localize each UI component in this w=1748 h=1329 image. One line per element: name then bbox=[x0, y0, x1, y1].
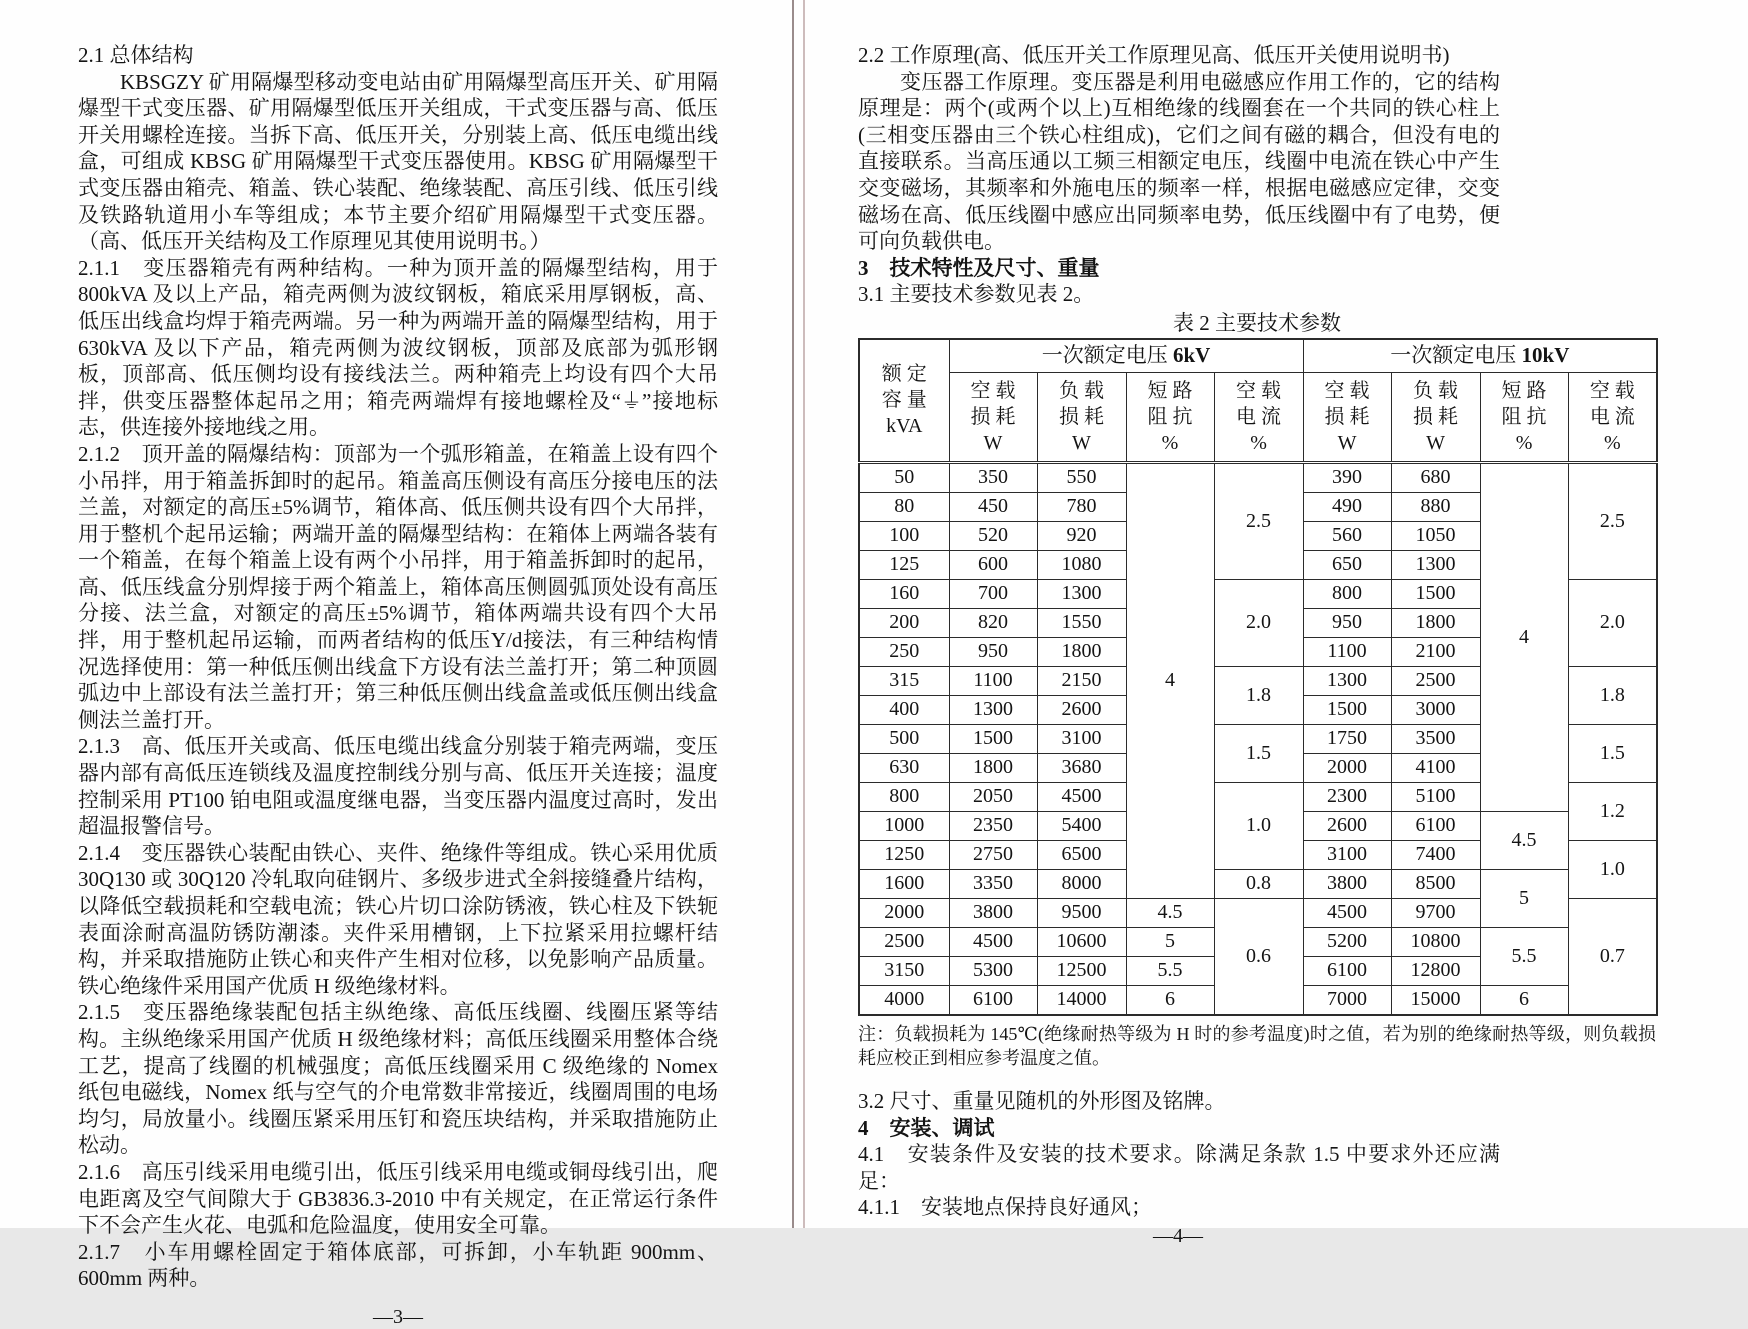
cell-10kv-load-loss: 4100 bbox=[1391, 753, 1480, 782]
cell-6kv-no-load-loss: 6100 bbox=[949, 985, 1037, 1015]
cell-6kv-no-load-loss: 2750 bbox=[949, 840, 1037, 869]
parameters-table-body bbox=[859, 339, 1657, 1015]
cell-6kv-impedance: 5.5 bbox=[1126, 956, 1214, 985]
cell-10kv-no-load-current: 2.0 bbox=[1568, 579, 1657, 666]
cell-6kv-no-load-loss: 3350 bbox=[949, 869, 1037, 898]
cell-10kv-impedance: 5.5 bbox=[1480, 927, 1568, 985]
section-heading-2-1: 2.1 总体结构 bbox=[78, 43, 194, 67]
cell-kva: 125 bbox=[859, 550, 949, 579]
cell-6kv-load-loss: 1800 bbox=[1037, 637, 1126, 666]
cell-kva: 250 bbox=[859, 637, 949, 666]
header-sub-6kV-3: 空 载 电 流 % bbox=[1214, 372, 1303, 462]
header-rated-capacity: 额 定 容 量 kVA bbox=[859, 339, 949, 463]
section-heading-4: 4 安装、调试 bbox=[858, 1115, 995, 1140]
cell-10kv-load-loss: 2500 bbox=[1391, 666, 1480, 695]
cell-kva: 800 bbox=[859, 782, 949, 811]
cell-6kv-load-loss: 780 bbox=[1037, 492, 1126, 521]
page-spine-line-dark bbox=[792, 0, 794, 1228]
cell-10kv-no-load-loss: 390 bbox=[1303, 462, 1391, 492]
cell-6kv-no-load-loss: 4500 bbox=[949, 927, 1037, 956]
cell-10kv-no-load-loss: 3800 bbox=[1303, 869, 1391, 898]
cell-6kv-load-loss: 2600 bbox=[1037, 695, 1126, 724]
cell-kva: 500 bbox=[859, 724, 949, 753]
cell-6kv-no-load-current: 1.0 bbox=[1214, 782, 1303, 869]
cell-6kv-no-load-loss: 1500 bbox=[949, 724, 1037, 753]
paragraph-2-1-1: 2.1.1 变压器箱壳有两种结构。一种为顶开盖的隔爆型结构，用于 800kVA 及以上产品，箱壳两侧为波纹钢板，箱底采用厚钢板，高、低压出线盒均焊于箱壳两端。另一种为两端开盖的隔爆型结构，用于 630kVA 及以下产品，箱壳两侧为波纹钢板，顶部及底部为弧形钢板，顶部高、低压侧均设有接线法兰。两种箱壳上均设有四个大吊拌，供变压器整体起吊之用；箱壳两端焊有接地螺栓及“⏚”接地标志，供连接外接地线之用。 bbox=[78, 255, 718, 440]
paragraph-2-1-3: 2.1.3 高、低压开关或高、低压电缆出线盒分别装于箱壳两端，变压器内部有高低压连锁线及温度控制线分别与高、低压开关连接；温度控制采用 PT100 铂电阻或温度继电器，当变压器内温度过高时，发出超温报警信号。 bbox=[78, 734, 718, 839]
cell-10kv-no-load-loss: 3100 bbox=[1303, 840, 1391, 869]
cell-6kv-no-load-loss: 520 bbox=[949, 521, 1037, 550]
cell-kva: 4000 bbox=[859, 985, 949, 1015]
cell-6kv-no-load-loss: 1100 bbox=[949, 666, 1037, 695]
header-sub-6kV-1: 负 载 损 耗 W bbox=[1037, 372, 1126, 462]
cell-10kv-no-load-current: 1.2 bbox=[1568, 782, 1657, 840]
page-4 bbox=[858, 42, 1656, 1248]
cell-6kv-impedance: 6 bbox=[1126, 985, 1214, 1015]
header-sub-6kV-0: 空 载 损 耗 W bbox=[949, 372, 1037, 462]
cell-6kv-load-loss: 1080 bbox=[1037, 550, 1126, 579]
line-3-2: 3.2 尺寸、重量见随机的外形图及铭牌。 bbox=[858, 1088, 1226, 1113]
line-4-1-1: 4.1.1 安装地点保持良好通风； bbox=[858, 1195, 1152, 1220]
cell-10kv-load-loss: 10800 bbox=[1391, 927, 1480, 956]
cell-10kv-load-loss: 15000 bbox=[1391, 985, 1480, 1015]
cell-kva: 50 bbox=[859, 462, 949, 492]
cell-10kv-no-load-loss: 4500 bbox=[1303, 898, 1391, 927]
cell-6kv-load-loss: 12500 bbox=[1037, 956, 1126, 985]
section-heading-3: 3 技术特性及尺寸、重量 bbox=[858, 255, 1100, 280]
cell-6kv-no-load-current: 2.5 bbox=[1214, 462, 1303, 579]
cell-10kv-no-load-loss: 2000 bbox=[1303, 753, 1391, 782]
cell-kva: 1000 bbox=[859, 811, 949, 840]
cell-kva: 80 bbox=[859, 492, 949, 521]
cell-6kv-impedance: 4 bbox=[1126, 462, 1214, 898]
cell-6kv-no-load-loss: 5300 bbox=[949, 956, 1037, 985]
cell-10kv-load-loss: 12800 bbox=[1391, 956, 1480, 985]
cell-10kv-load-loss: 5100 bbox=[1391, 782, 1480, 811]
cell-10kv-no-load-loss: 560 bbox=[1303, 521, 1391, 550]
cell-6kv-no-load-loss: 3800 bbox=[949, 898, 1037, 927]
line-4-1: 4.1 安装条件及安装的技术要求。除满足条款 1.5 中要求外还应满足： bbox=[858, 1142, 1500, 1193]
cell-10kv-no-load-loss: 950 bbox=[1303, 608, 1391, 637]
cell-6kv-load-loss: 4500 bbox=[1037, 782, 1126, 811]
cell-6kv-no-load-loss: 350 bbox=[949, 462, 1037, 492]
cell-6kv-load-loss: 10600 bbox=[1037, 927, 1126, 956]
cell-kva: 400 bbox=[859, 695, 949, 724]
cell-6kv-no-load-loss: 2350 bbox=[949, 811, 1037, 840]
cell-10kv-load-loss: 8500 bbox=[1391, 869, 1480, 898]
cell-10kv-no-load-current: 1.0 bbox=[1568, 840, 1657, 898]
cell-10kv-no-load-loss: 1100 bbox=[1303, 637, 1391, 666]
cell-6kv-no-load-current: 1.5 bbox=[1214, 724, 1303, 782]
cell-kva: 315 bbox=[859, 666, 949, 695]
header-sub-10kV-2: 短 路 阻 抗 % bbox=[1480, 372, 1568, 462]
cell-10kv-no-load-loss: 1500 bbox=[1303, 695, 1391, 724]
header-sub-10kV-1: 负 载 损 耗 W bbox=[1391, 372, 1480, 462]
paragraph-2-1-7: 2.1.7 小车用螺栓固定于箱体底部，可拆卸，小车轨距 900mm、600mm 两种。 bbox=[78, 1239, 718, 1291]
table-row-1600kva bbox=[859, 869, 1657, 898]
cell-10kv-no-load-loss: 7000 bbox=[1303, 985, 1391, 1015]
cell-10kv-load-loss: 1500 bbox=[1391, 579, 1480, 608]
cell-10kv-impedance: 4.5 bbox=[1480, 811, 1568, 869]
cell-kva: 2000 bbox=[859, 898, 949, 927]
cell-10kv-load-loss: 1800 bbox=[1391, 608, 1480, 637]
cell-10kv-load-loss: 7400 bbox=[1391, 840, 1480, 869]
cell-kva: 1250 bbox=[859, 840, 949, 869]
cell-6kv-load-loss: 2150 bbox=[1037, 666, 1126, 695]
cell-6kv-impedance: 5 bbox=[1126, 927, 1214, 956]
paragraph-working-principle: 变压器工作原理。变压器是利用电磁感应作用工作的，它的结构原理是：两个(或两个以上)互相绝缘的线圈套在一个共同的铁心柱上(三相变压器由三个铁心柱组成)，它们之间有磁的耦合，但没有电的直接联系。当高压通以工频三相额定电压，线圈中电流在铁心中产生交变磁场，其频率和外施电压的频率一样，根据电磁感应定律，交变磁场在高、低压线圈中感应出同频率电势，低压线圈中有了电势，便可向负载供电。 bbox=[858, 69, 1500, 254]
header-sub-10kV-0: 空 载 损 耗 W bbox=[1303, 372, 1391, 462]
cell-10kv-no-load-current: 1.8 bbox=[1568, 666, 1657, 724]
header-sub-10kV-3: 空 载 电 流 % bbox=[1568, 372, 1657, 462]
cell-10kv-no-load-loss: 1750 bbox=[1303, 724, 1391, 753]
cell-kva: 160 bbox=[859, 579, 949, 608]
cell-6kv-no-load-loss: 450 bbox=[949, 492, 1037, 521]
header-group-6kV: 一次额定电压 6kV bbox=[949, 339, 1303, 373]
page-number-4: —4— bbox=[1153, 1224, 1203, 1247]
cell-10kv-impedance: 4 bbox=[1480, 462, 1568, 811]
cell-6kv-load-loss: 14000 bbox=[1037, 985, 1126, 1015]
cell-10kv-no-load-loss: 5200 bbox=[1303, 927, 1391, 956]
cell-6kv-no-load-current: 1.8 bbox=[1214, 666, 1303, 724]
cell-6kv-load-loss: 9500 bbox=[1037, 898, 1126, 927]
page-spine-line-light bbox=[803, 0, 805, 1228]
cell-6kv-load-loss: 920 bbox=[1037, 521, 1126, 550]
cell-6kv-no-load-loss: 600 bbox=[949, 550, 1037, 579]
cell-10kv-load-loss: 3000 bbox=[1391, 695, 1480, 724]
paragraph-2-1-2: 2.1.2 顶开盖的隔爆结构：顶部为一个弧形箱盖，在箱盖上设有四个小吊拌，用于箱盖拆卸时的起吊。箱盖高压侧设有高压分接电压的法兰盖，对额定的高压±5%调节，箱体高、低压侧共设有四个大吊拌，用于整机个起吊运输；两端开盖的隔爆型结构：在箱体上两端各装有一个箱盖，在每个箱盖上设有两个小吊拌，用于箱盖拆卸时的起吊，高、低压线盒分别焊接于两个箱盖上，箱体高压侧圆弧顶处设有高压分接、法兰盒，对额定的高压±5%调节，箱体两端共设有四个大吊拌，用于整机起吊运输，而两者结构的低压Y/d接法，有三种结构情况选择使用：第一种低压侧出线盒下方设有法兰盖打开；第二种顶圆弧边中上部设有法兰盖打开；第三种低压侧出线盒盖或低压侧出线盒侧法兰盖打开。 bbox=[78, 441, 718, 732]
cell-10kv-no-load-loss: 650 bbox=[1303, 550, 1391, 579]
cell-6kv-impedance: 4.5 bbox=[1126, 898, 1214, 927]
cell-6kv-no-load-loss: 820 bbox=[949, 608, 1037, 637]
paragraph-2-1-5: 2.1.5 变压器绝缘装配包括主纵绝缘、高低压线圈、线圈压紧等结构。主纵绝缘采用国产优质 H 级绝缘材料；高低压线圈采用整体合绕工艺，提高了线圈的机械强度；高低压线圈采用 C 级绝缘的 Nomex 纸包电磁线，Nomex 纸与空气的介电常数非常接近，线圈周围的电场均匀，局放量小。线圈压紧采用压钉和瓷压块结构，并采取措施防止松动。 bbox=[78, 1000, 718, 1158]
cell-kva: 100 bbox=[859, 521, 949, 550]
cell-6kv-no-load-loss: 950 bbox=[949, 637, 1037, 666]
header-sub-6kV-2: 短 路 阻 抗 % bbox=[1126, 372, 1214, 462]
paragraph-overview: KBSGZY 矿用隔爆型移动变电站由矿用隔爆型高压开关、矿用隔爆型干式变压器、矿用隔爆型低压开关组成，干式变压器与高、低压开关用螺栓连接。当拆下高、低压开关，分别装上高、低压电缆出线盒，可组成 KBSG 矿用隔爆型干式变压器使用。KBSG 矿用隔爆型干式变压器由箱壳、箱盖、铁心装配、绝缘装配、高压引线、低压引线及铁路轨道用小车等组成；本节主要介绍矿用隔爆型干式变压器。（高、低压开关结构及工作原理见其使用说明书。） bbox=[78, 69, 718, 254]
cell-kva: 200 bbox=[859, 608, 949, 637]
cell-kva: 2500 bbox=[859, 927, 949, 956]
line-3-1: 3.1 主要技术参数见表 2。 bbox=[858, 282, 1095, 307]
cell-6kv-load-loss: 6500 bbox=[1037, 840, 1126, 869]
cell-6kv-load-loss: 8000 bbox=[1037, 869, 1126, 898]
cell-10kv-no-load-loss: 6100 bbox=[1303, 956, 1391, 985]
cell-10kv-no-load-loss: 1300 bbox=[1303, 666, 1391, 695]
cell-10kv-no-load-current: 2.5 bbox=[1568, 462, 1657, 579]
cell-10kv-load-loss: 1300 bbox=[1391, 550, 1480, 579]
cell-10kv-impedance: 6 bbox=[1480, 985, 1568, 1015]
cell-6kv-load-loss: 1300 bbox=[1037, 579, 1126, 608]
cell-10kv-impedance: 5 bbox=[1480, 869, 1568, 927]
cell-10kv-load-loss: 6100 bbox=[1391, 811, 1480, 840]
cell-6kv-no-load-current: 0.8 bbox=[1214, 869, 1303, 898]
cell-6kv-no-load-loss: 1300 bbox=[949, 695, 1037, 724]
cell-6kv-load-loss: 550 bbox=[1037, 462, 1126, 492]
cell-10kv-load-loss: 880 bbox=[1391, 492, 1480, 521]
cell-10kv-no-load-loss: 2600 bbox=[1303, 811, 1391, 840]
cell-kva: 630 bbox=[859, 753, 949, 782]
cell-6kv-load-loss: 1550 bbox=[1037, 608, 1126, 637]
table-footnote: 注：负载损耗为 145℃(绝缘耐热等级为 H 时的参考温度)时之值，若为别的绝缘耐热等级，则负载损耗应校正到相应参考温度之值。 bbox=[858, 1023, 1656, 1068]
cell-10kv-no-load-loss: 800 bbox=[1303, 579, 1391, 608]
cell-6kv-no-load-current: 0.6 bbox=[1214, 898, 1303, 1015]
cell-10kv-load-loss: 3500 bbox=[1391, 724, 1480, 753]
table-caption: 表 2 主要技术参数 bbox=[1173, 310, 1341, 335]
table-row-50kva bbox=[859, 462, 1657, 492]
page-3 bbox=[78, 42, 718, 1329]
cell-6kv-no-load-current: 2.0 bbox=[1214, 579, 1303, 666]
cell-kva: 1600 bbox=[859, 869, 949, 898]
paragraph-2-1-4: 2.1.4 变压器铁心装配由铁心、夹件、绝缘件等组成。铁心采用优质 30Q130 或 30Q120 冷轧取向硅钢片、多级步进式全斜接缝叠片结构，以降低空载损耗和空载电流；铁心片切口涂防锈液，铁心柱及下铁轭表面涂耐高温防锈防潮漆。夹件采用槽钢，上下拉紧采用拉螺杆结构，并采取措施防止铁心和夹件产生相对位移，以免影响产品质量。铁心绝缘件采用国产优质 H 级绝缘材料。 bbox=[78, 840, 718, 998]
cell-10kv-no-load-loss: 490 bbox=[1303, 492, 1391, 521]
cell-6kv-load-loss: 3680 bbox=[1037, 753, 1126, 782]
header-group-10kV: 一次额定电压 10kV bbox=[1303, 339, 1657, 373]
cell-kva: 3150 bbox=[859, 956, 949, 985]
cell-10kv-no-load-current: 0.7 bbox=[1568, 898, 1657, 1015]
cell-6kv-no-load-loss: 700 bbox=[949, 579, 1037, 608]
paragraph-2-1-6: 2.1.6 高压引线采用电缆引出，低压引线采用电缆或铜母线引出，爬电距离及空气间隙大于 GB3836.3-2010 中有关规定，在正常运行条件下不会产生火花、电弧和危险温度，使用安全可靠。 bbox=[78, 1159, 718, 1238]
cell-10kv-no-load-current: 1.5 bbox=[1568, 724, 1657, 782]
cell-10kv-load-loss: 680 bbox=[1391, 462, 1480, 492]
cell-10kv-load-loss: 9700 bbox=[1391, 898, 1480, 927]
cell-10kv-no-load-loss: 2300 bbox=[1303, 782, 1391, 811]
page-number-3: —3— bbox=[373, 1305, 423, 1328]
cell-10kv-load-loss: 1050 bbox=[1391, 521, 1480, 550]
cell-6kv-no-load-loss: 1800 bbox=[949, 753, 1037, 782]
parameters-table bbox=[858, 338, 1658, 1016]
cell-6kv-no-load-loss: 2050 bbox=[949, 782, 1037, 811]
section-heading-2-2: 2.2 工作原理(高、低压开关工作原理见高、低压开关使用说明书) bbox=[858, 43, 1450, 67]
cell-6kv-load-loss: 5400 bbox=[1037, 811, 1126, 840]
cell-10kv-load-loss: 2100 bbox=[1391, 637, 1480, 666]
cell-6kv-load-loss: 3100 bbox=[1037, 724, 1126, 753]
